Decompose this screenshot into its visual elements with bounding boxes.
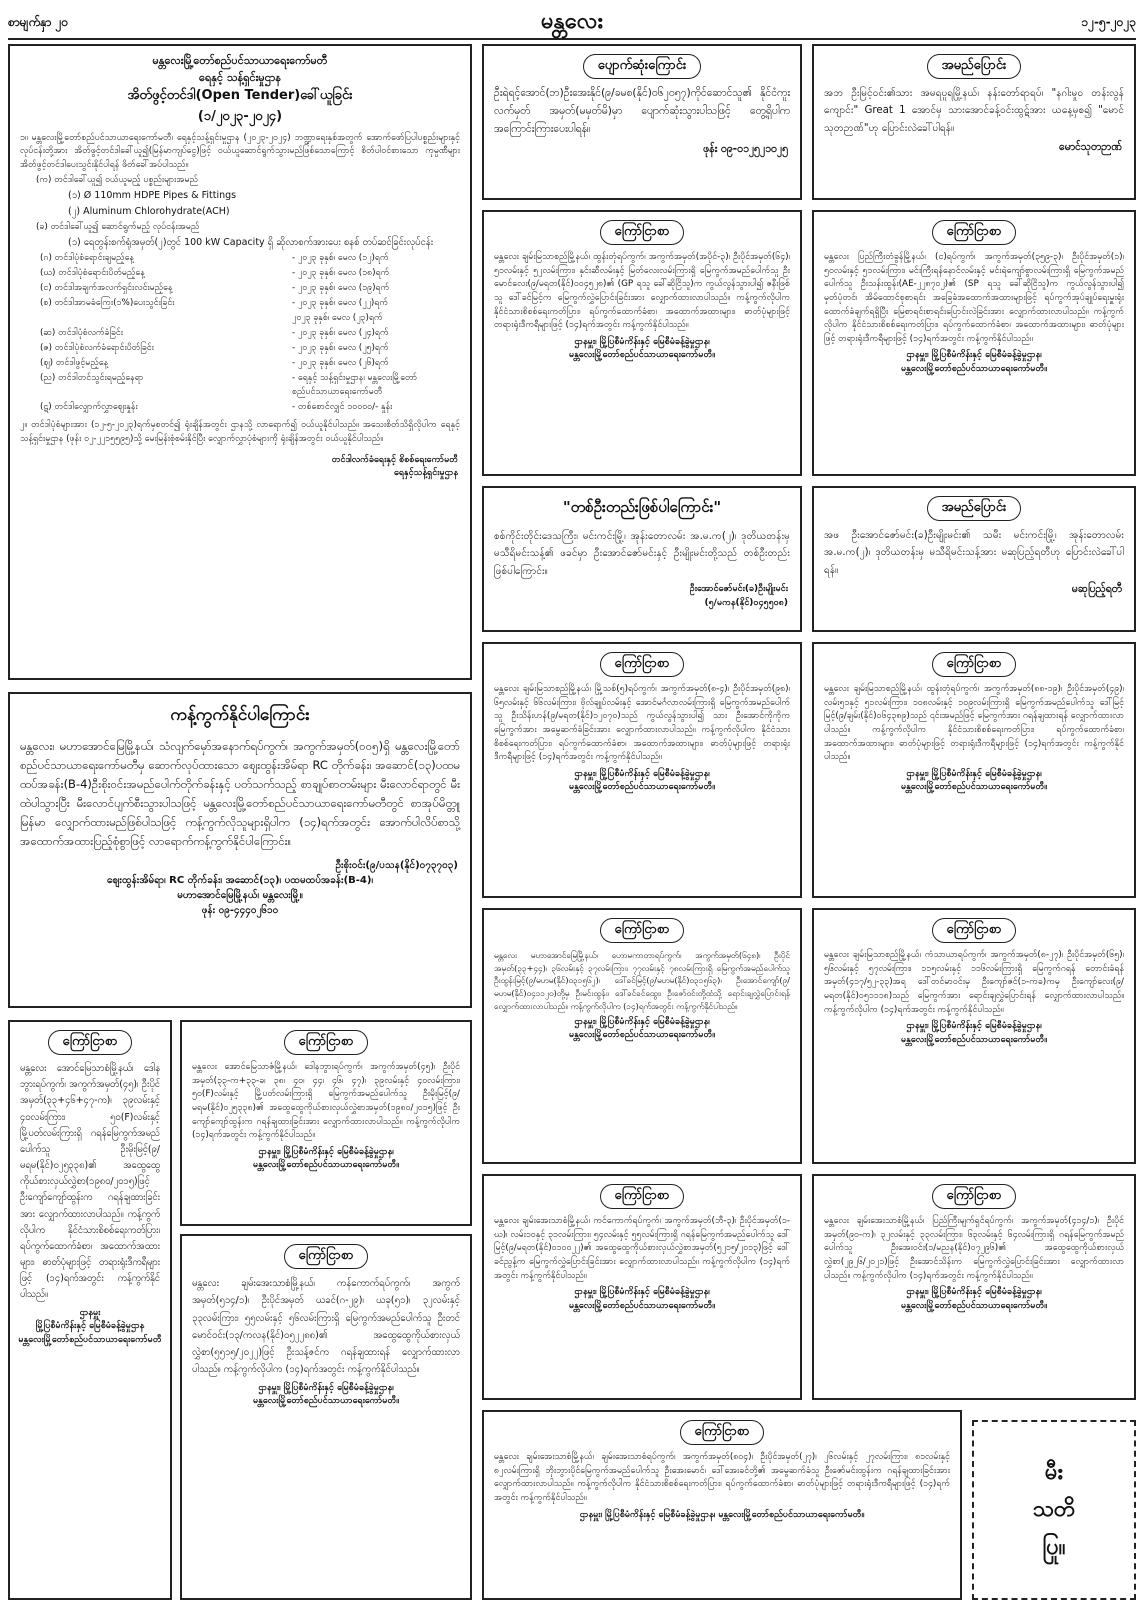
notice-box	[482, 210, 802, 476]
notice-signature-dept: ဌာနမှူး၊ မြို့ပြစီမံကိန်းနှင့် မြေစီမံခန့်ခွဲမှုဌာန၊	[574, 1016, 710, 1027]
page-number: စာမျက်နှာ ၂၀	[8, 15, 69, 29]
notice-box	[812, 210, 1136, 476]
notice-body: မန္တလေး ပြည်ကြီးတံခွန်မြို့နယ်၊ (င)ရပ်ကွက်၊ အကွက်အမှတ်(၃၅၉-၃)၊ ဦးပိုင်အမှတ်(၁)၊ ၅၀လမ်းနှင့် ၅၁လမ်းကြား၊ မင်းကြီးရန်နောင်လမ်းနှင့် မင်းရဲကျော်စွာလမ်းကြားရှိ မြေကွက်အမည်ပေါက်သူ ဦးသန်းထွန်း(AE-၂၂၈၇၀၂)၏ (SP ရသူ ခေါ်ဆိုငြိသူ)က ကွယ်လွန်သွားပါ၍ မှတ်ပုံတင်၊ အိမ်ထောင်စုစာရင်း အခြေခံအထောက်အထားများဖြင့် ရပ်ကွက်အုပ်ချုပ်ရေးမှူးရုံး ထောက်ခံချက်ရရှိပြီး မြေစာရင်းစာရင်းပြောင်းလဲခြင်းအား လျှောက်ထားလာပါသည်။ ကန့်ကွက်လိုပါက နိုင်ငံသားစိစစ်ရေးကတ်ပြား၊ ရပ်ကွက်ထောက်ခံစာ၊ အထောက်အထားများ၊ ဓာတ်ပုံများဖြင့် တရားရုံးဒီကရီများဖြင့် (၁၄)ရက်အတွင်း ကန့်ကွက်နိုင်ပါသည်။	[824, 252, 1124, 344]
objection-address-city: မဟာအောင်မြေမြို့နယ်၊ မန္တလေးမြို့။	[177, 889, 303, 901]
schedule-row: (ဂ) တင်ဒါပုံစံရောင်းချမည့်နေ့ - ၂၀၂၃ ခုနှစ်၊ မေလ (၁၂)ရက်	[40, 252, 389, 263]
tender-goods-label: (က) တင်ဒါခေါ်ယူ၍ ဝယ်ယူမည့် ပစ္စည်းများအမည်	[36, 174, 199, 185]
notice-signature-dept: ဌာနမှူး၊ မြို့ပြစီမံကိန်းနှင့် မြေစီမံခန့်ခွဲမှုဌာန၊	[258, 1382, 394, 1393]
notice-signature-committee: မန္တလေးမြို့တော်စည်ပင်သာယာရေးကော်မတီ။	[901, 363, 1047, 374]
missing-phone: ဖုန်း ၀၉-၀၁၂၅၂၁၀၂၅	[703, 142, 788, 155]
schedule-row: (ဃ) တင်ဒါပုံစံရောင်းပိတ်မည့်နေ့ - ၂၀၂၃ ခုနှစ်၊ မေလ (၁၈)ရက်	[40, 267, 390, 278]
single-person-title: "တစ်ဦးတည်းဖြစ်ပါကြောင်း"	[562, 498, 722, 516]
namechange-title: အမည်ပြောင်း	[927, 54, 1022, 79]
namechange-title: အမည်ပြောင်း	[927, 496, 1022, 521]
tender-schedule	[10, 251, 470, 415]
notice-title: ကြော်ငြာစာ	[932, 220, 1017, 245]
missing-body: ဦးရဲရင့်အောင်(ဘ)ဦးအေးနိုင်(၉/ခမစ(နိုင်)၀၆၂၀၅၇)ကိုင်ဆောင်သူ၏ နိုင်ငံကူးလက်မှတ် အမှတ်(မမှတ်မိ)မှာ ပျောက်ဆုံးသွားပါသဖြင့် တွေ့ရှိပါက အကြောင်းကြားပေးပါရန်။	[494, 87, 790, 135]
notice-title: ကြော်ငြာစာ	[932, 1184, 1017, 1209]
objection-body: မန္တလေး၊ မဟာအောင်မြေမြို့နယ်၊ သံလျက်မှော်အနောက်ရပ်ကွက်၊ အကွက်အမှတ်(၀၀၅)ရှိ မန္တလေးမြို့တော်စည်ပင်သာယာရေးကော်မတီမှ ဆောက်လုပ်ထားသော ဈေးထွန်းအိမ်ရာ RC တိုက်ခန်း၊ အဆောင်(၁၃)ပထမထပ်အခန်း(B-4)ဦးစိုးဝင်းအမည်ပေါက်တိုက်ခန်းနှင့် ပတ်သက်သည့် စာချုပ်စာတမ်းများ မီးလောင်ရာတွင် မီးထဲပါသွားပြီး မီးလောင်ပျက်စီးသွားပါသဖြင့် မန္တလေးမြို့တော်စည်ပင်သာယာရေးကော်မတီတွင် စာအုပ်မိတ္တူမြန်မာ လျှောက်ထားမည်ဖြစ်ပါသဖြင့် ကန့်ကွက်လိုသူများရှိပါက (၁၄)ရက်အတွင်း အောက်ပါလိပ်စာသို့ အထောက်အထားပြည့်စုံစွာဖြင့် လာရောက်ကန့်ကွက်နိုင်ပါကြောင်း။	[20, 739, 460, 848]
notice-title: ကြော်ငြာစာ	[680, 1420, 765, 1445]
notice-body: မန္တလေး ချမ်းအေးသာစံမြို့နယ်၊ ကန်ကောက်ရပ်ကွက်၊ အကွက်အမှတ်(၅၁၄/၁)၊ ဦးပိုင်အမှတ် ယခင်(ဂ-၂၉)၊ ယခု(၅၁)၊ ၃၂လမ်းနှင့် ၃၃လမ်းကြား၊ ၅၅လမ်းနှင့် ၅၆လမ်းကြားရှိ မြေကွက်အမည်ပေါက်သူ ဦးတင်မောင်ဝင်း(၁၃/ကလန(နိုင်)၀၅၂၂၈၈)၏ အထွေထွေကိုယ်စားလှယ်လွှဲစာ(၅၅၁၅/၂၀၂၂)ဖြင့် ဦးသန့်ဇင်က ဂရန်ချထားရန် လျှောက်ထားလာပါသည်။ ကန့်ကွက်လိုပါက (၁၄)ရက်အတွင်း ကန့်ကွက်နိုင်ပါသည်။	[192, 1278, 460, 1376]
objection-title: ကန့်ကွက်နိုင်ပါကြောင်း	[170, 705, 310, 725]
schedule-row: (ဈ) တင်ဒါဖွင့်မည့်နေ့ - ၂၀၂၃ ခုနှစ်၊ မေလ (၂၆)ရက်	[40, 357, 389, 368]
tender-signature-dept: ရေနှင့်သန့်ရှင်းမှုဌာန	[394, 468, 458, 479]
notice-signature: ဌာနမှူး၊ မြို့ပြစီမံကိန်းနှင့် မြေစီမံခန့်ခွဲမှုဌာန၊ မန္တလေးမြို့တော်စည်ပင်သာယာရေးကော်မတီ။	[579, 1509, 865, 1520]
tender-title: အိတ်ဖွင့်တင်ဒါ(Open Tender)ခေါ်ယူခြင်း	[127, 88, 353, 104]
namechange-body: အဖ ဦးအောင်ဇော်မင်း(ခ)ဦးမျိုးမင်း၏ သမီး မင်းကင်းမြို့၊ အုန်းတောလမ်း အ.မ.က(၂)၊ ဒုတိယတန်းမှ မသီရိမင်းသန့်အား မဆုပြည့်ရတီဟု ပြောင်းလဲခေါ်ပါရန်။	[824, 530, 1124, 576]
missing-title: ပျောက်ဆုံးကြောင်း	[583, 54, 702, 79]
objection-phone: ဖုန်း ၀၉-၄၄၄၀၂၆၁၀	[201, 904, 279, 916]
tender-work-item: (၁) ရေတွန်းစက်ရုံအမှတ်(၂)တွင် 100 kW Capacity ရှိ ဆိုလာစက်အားပေး စနစ် တပ်ဆင်ခြင်းလုပ်ငန်း	[68, 236, 434, 248]
notice-box	[812, 1174, 1136, 1400]
notice-box	[482, 642, 802, 898]
schedule-row: ၂၀၂၃ ခုနှစ်၊ မေလ (၂၃)ရက်	[292, 312, 383, 323]
notice-signature-committee: မန္တလေးမြို့တော်စည်ပင်သာယာရေးကော်မတီ။	[901, 1034, 1047, 1045]
notice-box	[482, 1410, 962, 1600]
notice-signature-committee: မန္တလေးမြို့တော်စည်ပင်သာယာရေးကော်မတီ။	[253, 1160, 399, 1171]
notice-title: ကြော်ငြာစာ	[932, 918, 1017, 943]
notice-title: ကြော်ငြာစာ	[600, 220, 685, 245]
notice-body: မန္တလေး ချမ်းမြသာစည်မြို့နယ်၊ မြို့သစ်(၅)ရပ်ကွက်၊ အကွက်အမှတ်(၈-၄)၊ ဦးပိုင်အမှတ်(၉၈)၊ ၆၅လမ်းနှင့် ၆၆လမ်းကြား၊ ဗိုလ်ချုပ်လမ်းနှင့် အောင်မင်္ဂလာလမ်းကြားရှိ မြေကွက်အမည်ပေါက်သူ ဦးသိန်းဟန်(၉/မရတ(နိုင်)၁၂၀၇၀)သည် ကွယ်လွန်သွားပါ၍ သား ဦးအောင်ကိုကိုက မြေကွက်အား အမွေဆက်ခံခြင်းအား လျှောက်ထားလာပါသည်။ ကန့်ကွက်လိုပါက နိုင်ငံသားစိစစ်ရေးကတ်ပြား၊ ရပ်ကွက်ထောက်ခံစာ၊ အထောက်အထားများ၊ ဓာတ်ပုံများဖြင့် တရားရုံးဒီကရီများဖြင့် (၁၄)ရက်အတွင်း ကန့်ကွက်နိုင်ပါသည်။	[494, 684, 790, 763]
left-notice-dept: မြို့ပြစီမံကိန်းနှင့် မြေစီမံခန့်ခွဲမှုဌာန	[35, 1321, 145, 1332]
left-notice-committee: မန္တလေးမြို့တော်စည်ပင်သာယာရေးကော်မတီ	[18, 1334, 162, 1345]
notice-signature-dept: ဌာနမှူး၊ မြို့ပြစီမံကိန်းနှင့် မြေစီမံခန့်ခွဲမှုဌာန၊	[574, 768, 710, 779]
tender-org: မန္တလေးမြို့တော်စည်ပင်သာယာရေးကော်မတီ	[152, 54, 328, 67]
notice-signature-committee: မန္တလေးမြို့တော်စည်ပင်သာယာရေးကော်မတီ။	[569, 1300, 715, 1311]
notice-body: မန္တလေး အောင်မြေသာဇံမြို့နယ်၊ ဒေါနဘွားရပ်ကွက်၊ အကွက်အမှတ်(၄၅)၊ ဦးပိုင်အမှတ်(၃၃-က+၃၃-ခ၊ ၃၈၊ ၄၀၊ ၄၄၊ ၄၆၊ ၄၇)၊ ၃၉လမ်းနှင့် ၄၀လမ်းကြား၊ ၅၀(F)လမ်းနှင့် မြို့ပတ်လမ်းကြားရှိ မြေကွက်အမည်ပေါက်သူ ဦးမိုးမြင့်(၉/မရမ(နိုင်)၀၂၅၃၃၈)၏ အထွေထွေကိုယ်စားလှယ်လွှဲစာအမှတ်(၁၉၈၀/၂၀၁၅)ဖြင့် ဦးကျော်ကျော်ထွန်းက ဂရန်ချထားခြင်းအား လျှောက်ထားလာပါသည်။ ကန့်ကွက်လိုပါက (၁၄)ရက်အတွင်း ကန့်ကွက်နိုင်ပါသည်။	[192, 1062, 460, 1141]
page-header	[8, 6, 1136, 40]
schedule-row: (ဋ) တင်ဒါလျှောက်လွှာစျေးနှုန်း - တစ်စောင်လျှင် ၁၀၀၀၀/- နှုန်း	[40, 402, 393, 413]
namechange-signer: မဆုပြည့်ရတီ	[1071, 583, 1122, 596]
left-notice-body: မန္တလေး အောင်မြေသာစံမြို့နယ်၊ ဒေါနဘွားရပ်ကွက်၊ အကွက်အမှတ်(၄၅)၊ ဦးပိုင်အမှတ်(၃၃+၄၆+၄၇-က)၊ ၃၉လမ်းနှင့် ၄၀လမ်းကြား၊ ၅၀(F)လမ်းနှင့် မြို့ပတ်လမ်းကြားရှိ ဂရန်မြေကွက်အမည်ပေါက်သူ ဦးမိုးမြင့်(၉/မရမ(နိုင်)၀၂၅၃၃၈)၏ အထွေထွေကိုယ်စားလှယ်လွှဲစာ(၁၉၈၀/၂၀၁၅)ဖြင့် ဦးကျော်ကျော်ထွန်းက ဂရန်ချထားခြင်းအား လျှောက်ထားလာပါသည်။ ကန့်ကွက်လိုပါက နိုင်ငံသားစိစစ်ရေးကတ်ပြား၊ ရပ်ကွက်ထောက်ခံစာ၊ အထောက်အထားများ၊ ဓာတ်ပုံများဖြင့် တရားရုံးဒီကရီများဖြင့် (၁၄)ရက်အတွင်း ကန့်ကွက်နိုင်ပါသည်။	[20, 1063, 160, 1301]
left-notice-title: ကြော်ငြာစာ	[48, 1030, 133, 1055]
objection-address: ဈေးထွန်းအိမ်ရာ၊ RC တိုက်ခန်း၊ အဆောင်(၁၃)၊ ပထမထပ်အခန်း(B-4)၊	[106, 874, 374, 886]
notice-body: မန္တလေး ချမ်းမြသာစည်မြို့နယ်၊ ထွန်းတုံရပ်ကွက်၊ အကွက်အမှတ်(၈၈-၁၉)၊ ဦးပိုင်အမှတ်(၄၉)၊ လမ်း၅၁နှင့် ၅၁လမ်းကြား၊ ၁၀၈လမ်းနှင့် ၁၀၉လမ်းကြားရှိ မြေကွက်အမည်ပေါက်သူ ဒေါ်မြင့်မြင့်(၉/ချမ်း(နိုင်)၀၆၄၃၈၉)သည် ၎င်းအမည်ဖြင့် မြေကွက်အား ဂရန်ချထားရန် လျှောက်ထားလာပါသည်။ ကန့်ကွက်လိုပါက နိုင်ငံသားစိစစ်ရေးကတ်ပြား၊ ရပ်ကွက်ထောက်ခံစာ၊ အထောက်အထားများ၊ ဓာတ်ပုံများဖြင့် တရားရုံးဒီကရီများဖြင့် (၁၄)ရက်အတွင်း ကန့်ကွက်နိုင်ပါသည်။	[824, 684, 1124, 763]
notice-body: မန္တလေး ချမ်းအေးသာစံမြို့နယ်၊ ကင်ကောက်ရပ်ကွက်၊ အကွက်အမှတ်(ဘီ-၃)၊ ဦးပိုင်အမှတ်(၁-ဃ)၊ လမ်း၁၀နှင့် ၃၁လမ်းကြား၊ ၅၄လမ်းနှင့် ၅၅လမ်းကြားရှိ ဂရန်မြေကွက်အမည်ပေါက်သူ ဒေါ်မြင့်(၉/မရတ(နိုင်)၀၁၀၀၂၂)၏ အထွေထွေကိုယ်စားလှယ်လွှဲစာအမှတ်(၅၂၁၅/၂၀၁၃)ဖြင့် ဒေါ်ခင်ညွန့်က မြေကွက်လွှဲပြောင်းခြင်းအား လျှောက်ထားလာပါသည်။ ကန့်ကွက်လိုပါက (၁၄)ရက်အတွင်း ကန့်ကွက်နိုင်ပါသည်။	[494, 1216, 790, 1281]
fire-safety-text: မီး သတိ ပြု။	[1032, 1459, 1076, 1560]
namechange-signer: မောင်သုတဉာဏ်	[1059, 141, 1122, 154]
notice-box	[180, 1234, 472, 1600]
notice-box	[812, 642, 1136, 898]
left-notice-signer: ဌာနမှူး	[79, 1307, 101, 1318]
fire-safety-box	[972, 1420, 1136, 1600]
notice-body: မန္တလေး ချမ်းမြသာစည်မြို့နယ်၊ ကံသာယာရပ်ကွက်၊ အကွက်အမှတ်(၈-၂၇)၊ ဦးပိုင်အမှတ်(၆၅)၊ ၅၆လမ်းနှင့် ၅၇လမ်းကြား၊ ၁၁၅လမ်းနှင့် ၁၁၆လမ်းကြားရှိ မြေကွက်ဂရန် တောင်းခံရန်အမှတ်(၄၁၇/၅၂-၃၃)အရ ဒေါ်တင်မာဝင်းမှ ဦးကျော်ဇင်(၁-ကခ)ကမှ ဦးကျော်လေး(၉/မရတ(နိုင်)၀၅၁၁၁၈)သည် မြေကွက်အား ရောင်းချလွှဲပြောင်းရန် လျှောက်ထားလာပါသည်။ ကန့်ကွက်လိုပါက (၁၄)ရက်အတွင်း ကန့်ကွက်နိုင်ပါသည်။	[824, 950, 1124, 1015]
notice-signature-committee: မန္တလေးမြို့တော်စည်ပင်သာယာရေးကော်မတီ။	[901, 782, 1047, 793]
notice-box	[812, 908, 1136, 1164]
notice-body: မန္တလေး ချမ်းအေးသာစံမြို့နယ်၊ ချမ်းအေးသာစံရပ်ကွက်၊ အကွက်အမှတ်(၈၀၄)၊ ဦးပိုင်အမှတ်(၂၇)၊ ၂၆လမ်းနှင့် ၂၇လမ်းကြား၊ ၈၁လမ်းနှင့် ၈၂လမ်းကြားရှိ ဘိုးဘွားပိုင်မြေကွက်အမည်ပေါက်သူ ဦးအေးမောင်၊ ဒေါ်အေးခင်တို့၏ အမွေဆက်ခံသူ ဦးဇော်မင်းထွန်းက ဂရန်ချထားခြင်းအား လျှောက်ထားလာပါသည်။ ကန့်ကွက်လိုပါက နိုင်ငံသားစိစစ်ရေးကတ်ပြား၊ ရပ်ကွက်ထောက်ခံစာ၊ ဓာတ်ပုံများဖြင့် တရားရုံးဒီကရီများဖြင့် (၁၄)ရက်အတွင်း ကန့်ကွက်နိုင်ပါသည်။	[494, 1452, 951, 1503]
notice-box	[482, 908, 802, 1164]
objection-signer: ဦးစိုးဝင်း(၉/ပသန(နိုင်)၀၇၃၇၀၃)	[335, 859, 458, 871]
notice-box	[180, 1020, 472, 1226]
tender-signature: တင်ဒါလက်ခံရေးနှင့် စိစစ်ရေးကော်မတီ	[331, 454, 458, 465]
tender-goods-item: (၁) Ø 110mm HDPE Pipes & Fittings	[68, 189, 237, 201]
tender-dept: ရေနှင့် သန့်ရှင်းမှုဌာန	[198, 71, 282, 85]
notice-signature-dept: ဌာနမှူး၊ မြို့ပြစီမံကိန်းနှင့် မြေစီမံခန့်ခွဲမှုဌာန၊	[906, 1287, 1042, 1298]
schedule-row: (ဇ) တင်ဒါပုံစံလက်ခံရောင်းပိတ်ခြင်း - ၂၀၂၃ ခုနှစ်၊ မေလ (၂၅)ရက်	[40, 342, 389, 353]
single-person-signer: ဦးအောင်ဇော်မင်း(ခ)ဦးမျိုးမင်း	[689, 584, 788, 595]
notice-signature-dept: ဌာနမှူး၊ မြို့ပြစီမံကိန်းနှင့် မြေစီမံခန့်ခွဲမှုဌာန၊	[906, 768, 1042, 779]
schedule-row: (ဆ) တင်ဒါပုံစံလက်ခံခြင်း - ၂၀၂၃ ခုနှစ်၊ မေလ (၂၄)ရက်	[40, 327, 389, 338]
notice-title: ကြော်ငြာစာ	[600, 1184, 685, 1209]
notice-body: မန္တလေး ချမ်းမြသာစည်မြို့နယ်၊ ထွန်းတုံရပ်ကွက်၊ အကွက်အမှတ်(အပိုင်-၃)၊ ဦးပိုင်အမှတ်(၆၄)၊ ၅၁လမ်းနှင့် ၅၂လမ်းကြား၊ နှင်းဆီလမ်းနှင့် မြတ်လေးလမ်းကြားရှိ မြေကွက်အမည်ပေါက်သူ ဦးမောင်လေး(၉/မရတ(နိုင်)၀၀၄၅၂၈)၏ (GP ရသူ ခေါ်ဆိုငြိသူ)က ကွယ်လွန်သွားပါ၍ ဇနီးဖြစ်သူ ဒေါ်ခင်မြင့်က မြေကွက်လွှဲပြောင်းခြင်းအား လျှောက်ထားလာပါသည်။ ကန့်ကွက်လိုပါက နိုင်ငံသားစိစစ်ရေးကတ်ပြား၊ ရပ်ကွက်ထောက်ခံစာ၊ အထောက်အထားများ၊ ဓာတ်ပုံများဖြင့် တရားရုံးဒီကရီများဖြင့် (၁၄)ရက်အတွင်း ကန့်ကွက်နိုင်ပါသည်။	[494, 252, 790, 331]
tender-notice	[8, 44, 472, 680]
missing-notice	[482, 44, 802, 200]
notice-body: မန္တလေး ချမ်းအေးသာစံမြို့နယ်၊ ပြည်ကြီးမျက်ရှင်ရပ်ကွက်၊ အကွက်အမှတ်(၄၁၄/၁)၊ ဦးပိုင်အမှတ်(၉၀-က)၊ ၃၂လမ်းနှင့် ၃၃လမ်းကြား၊ ၆၃လမ်းနှင့် ၆၄လမ်းကြားရှိ ဂရန်မြေကွက်အမည်ပေါက်သူ ဦးအေးဝင်း(၁/မညန(နိုင်)၀၇၂၉၆)၏ အထွေထွေကိုယ်စားလှယ်လွှဲစာ(၂၉၂၆/၂၀၂၁)ဖြင့် ဦးအောင်သိန်းက မြေကွက်လွှဲပြောင်းခြင်းအား လျှောက်ထားလာပါသည်။ ကန့်ကွက်လိုပါက (၁၄)ရက်အတွင်း ကန့်ကွက်နိုင်ပါသည်။	[824, 1216, 1124, 1281]
notice-title: ကြော်ငြာစာ	[284, 1244, 369, 1269]
schedule-row: (င) တင်ဒါအချက်အလက်ရှင်းလင်းမည့်နေ့ - ၂၀၂၃ ခုနှစ်၊ မေလ (၁၉)ရက်	[40, 282, 390, 293]
notice-signature-committee: မန္တလေးမြို့တော်စည်ပင်သာယာရေးကော်မတီ။	[569, 782, 715, 793]
namechange-notice	[812, 44, 1136, 200]
single-person-body: စစ်ကိုင်းတိုင်းဒေသကြီး၊ မင်းကင်းမြို့၊ အုန်းတောလမ်း အ.မ.က(၂)၊ ဒုတိယတန်းမှ မသီရိမင်းသန့်၏ ဖခင်မှာ ဦးအောင်ဇော်မင်းနှင့် ဦးမျိုးမင်းတို့သည် တစ်ဦးတည်းဖြစ်ပါကြောင်း။	[494, 531, 790, 577]
notice-title: ကြော်ငြာစာ	[932, 652, 1017, 677]
notice-signature-dept: ဌာနမှူး၊ မြို့ပြစီမံကိန်းနှင့် မြေစီမံခန့်ခွဲမှုဌာန၊	[574, 1287, 710, 1298]
notice-title: ကြော်ငြာစာ	[600, 652, 685, 677]
schedule-row: (ည) တင်ဒါတင်သွင်းရမည့်နေရာ - ရေနှင့် သန့်ရှင်းမှုဌာန၊ မန္တလေးမြို့တော် စည်ပင်သာယာရေးကော်မတီ	[40, 372, 418, 398]
notice-body: မန္တလေး မဟာအောင်မြေမြို့နယ်၊ ဟောမကာတာရပ်ကွက်၊ အကွက်အမှတ်(၆၄၈)၊ ဦးပိုင်အမှတ်(၃၃+၄၄)၊ ၃၆လမ်းနှင့် ၃၇လမ်းကြား၊ ၇၇လမ်းနှင့် ၇၈လမ်းကြားရှိ မြေကွက်အမည်ပေါက်သူ ဦးထွန်းမြင့်(၉/မဟမ(နိုင်)၀၃၁၅၆၂)၊ ဒေါ်ခင်မြင့်(၉/မဟမ(နိုင်)၀၃၁၅၆၃)၊ ဦးအောင်ကျော်(၉/မဟမ(နိုင်)၀၄၁၁၂၀)တို့မှ ဦးမင်းထွန်း၊ ဒေါ်ခင်ခင်ထွေး၊ ဦးဇော်ဝင်းတို့ထံသို့ ရောင်းချလွှဲပြောင်းရန် လျှောက်ထားလာပါသည်။ ကန့်ကွက်လိုပါက (၁၄)ရက်အတွင်း ကန့်ကွက်နိုင်ပါသည်။	[494, 950, 790, 1011]
notice-signature-committee: မန္တလေးမြို့တော်စည်ပင်သာယာရေးကော်မတီ။	[901, 1300, 1047, 1311]
tender-work-label: (ခ) တင်ဒါခေါ်ယူ၍ ဆောင်ရွက်မည့် လုပ်ငန်းအမည်	[36, 221, 200, 232]
single-person-notice	[482, 486, 802, 632]
notice-signature-dept: ဌာနမှူး၊ မြို့ပြစီမံကိန်းနှင့် မြေစီမံခန့်ခွဲမှုဌာန၊	[258, 1146, 394, 1157]
schedule-row: (စ) တင်ဒါအာမခံကြေး(၁%)ပေးသွင်းခြင်း - ၂၀၂၃ ခုနှစ်၊ မေလ (၂၂)ရက်	[40, 297, 388, 308]
namechange-body: အဘ ဦးမြင့်ဝင်း၏သား အမရပူရမြို့နယ်၊ နန်းတော်ရာရပ်၊ "နဂါးမှုဝ တန်းလွန်ကျောင်း" Great 1 အောင်မှ သားအောင်ခန့်ဝင်းထွဋ်အား ယနေ့မှစ၍ "မောင်သုတဉာဏ်"ဟု ပြောင်းလဲခေါ်ပါရန်။	[824, 88, 1124, 134]
notice-signature-committee: မန္တလေးမြို့တော်စည်ပင်သာယာရေးကော်မတီ။	[569, 1030, 715, 1041]
notice-title: ကြော်ငြာစာ	[600, 918, 685, 943]
newspaper-logo: မန္တလေး	[540, 8, 604, 34]
left-notice	[8, 1020, 172, 1600]
tender-year: (၁/၂၀၂၃-၂၀၂၄)	[197, 108, 283, 124]
notice-signature-dept: ဌာနမှူး၊ မြို့ပြစီမံကိန်းနှင့် မြေစီမံခန့်ခွဲမှုဌာန၊	[906, 1021, 1042, 1032]
notice-signature-dept: ဌာနမှူး၊ မြို့ပြစီမံကိန်းနှင့် မြေစီမံခန့်ခွဲမှုဌာန၊	[574, 336, 710, 347]
notice-signature-committee: မန္တလေးမြို့တော်စည်ပင်သာယာရေးကော်မတီ။	[569, 350, 715, 361]
issue-date: ၁၂-၅-၂၀၂၃	[1081, 15, 1136, 29]
single-person-nrc: (၅/မကန(နိုင်)၀၄၅၅၀၈)	[704, 597, 788, 608]
notice-signature-dept: ဌာနမှူး၊ မြို့ပြစီမံကိန်းနှင့် မြေစီမံခန့်ခွဲမှုဌာန၊	[906, 350, 1042, 361]
notice-signature-committee: မန္တလေးမြို့တော်စည်ပင်သာယာရေးကော်မတီ။	[253, 1396, 399, 1407]
notice-box	[482, 1174, 802, 1400]
tender-footer: ၂။ တင်ဒါပုံစံများအား (၁၂-၅-၂၀၂၃)ရက်မှစတင်၍ ရုံးချိန်အတွင်း ဌာနသို့ လာရောက်၍ ဝယ်ယူနိုင်ပါသည်။ အသေးစိတ်သိရှိလိုပါက ရေနှင့်သန့်ရှင်းမှုဌာန (ဖုန်း ၀၂-၂၂၁၅၅၉၅)သို့ မေးမြန်းစုံစမ်းနိုင်ပြီး လျှောက်လွှာပုံစံများကို ရုံးချိန်အတွင်း ဝယ်ယူနိုင်ပါသည်။	[20, 420, 460, 444]
tender-goods-item: (၂) Aluminum Chlorohydrate(ACH)	[68, 205, 230, 217]
notice-title: ကြော်ငြာစာ	[284, 1030, 369, 1055]
objection-notice	[8, 692, 472, 1008]
tender-intro: ၁။ မန္တလေးမြို့တော်စည်ပင်သာယာရေးကော်မတီ၊ ရေနှင့်သန့်ရှင်းမှုဌာန (၂၀၂၃-၂၀၂၄) ဘဏ္ဍာရေးနှစ်အတွက် အောက်ဖော်ပြပါပစ္စည်းများနှင့် လုပ်ငန်းတို့အား အိတ်ဖွင့်တင်ဒါခေါ်ယူ၍(မြန်မာကျပ်ငွေ)ဖြင့် ဝယ်ယူဆောင်ရွက်သွားမည်ဖြစ်သောကြောင့် စိတ်ပါဝင်စားသော ကုမ္ပဏီများ အိတ်ဖွင့်တင်ဒါပေးသွင်းနိုင်ပါရန် ဖိတ်ခေါ်အပ်ပါသည်။	[20, 132, 460, 170]
namechange-notice	[812, 486, 1136, 632]
